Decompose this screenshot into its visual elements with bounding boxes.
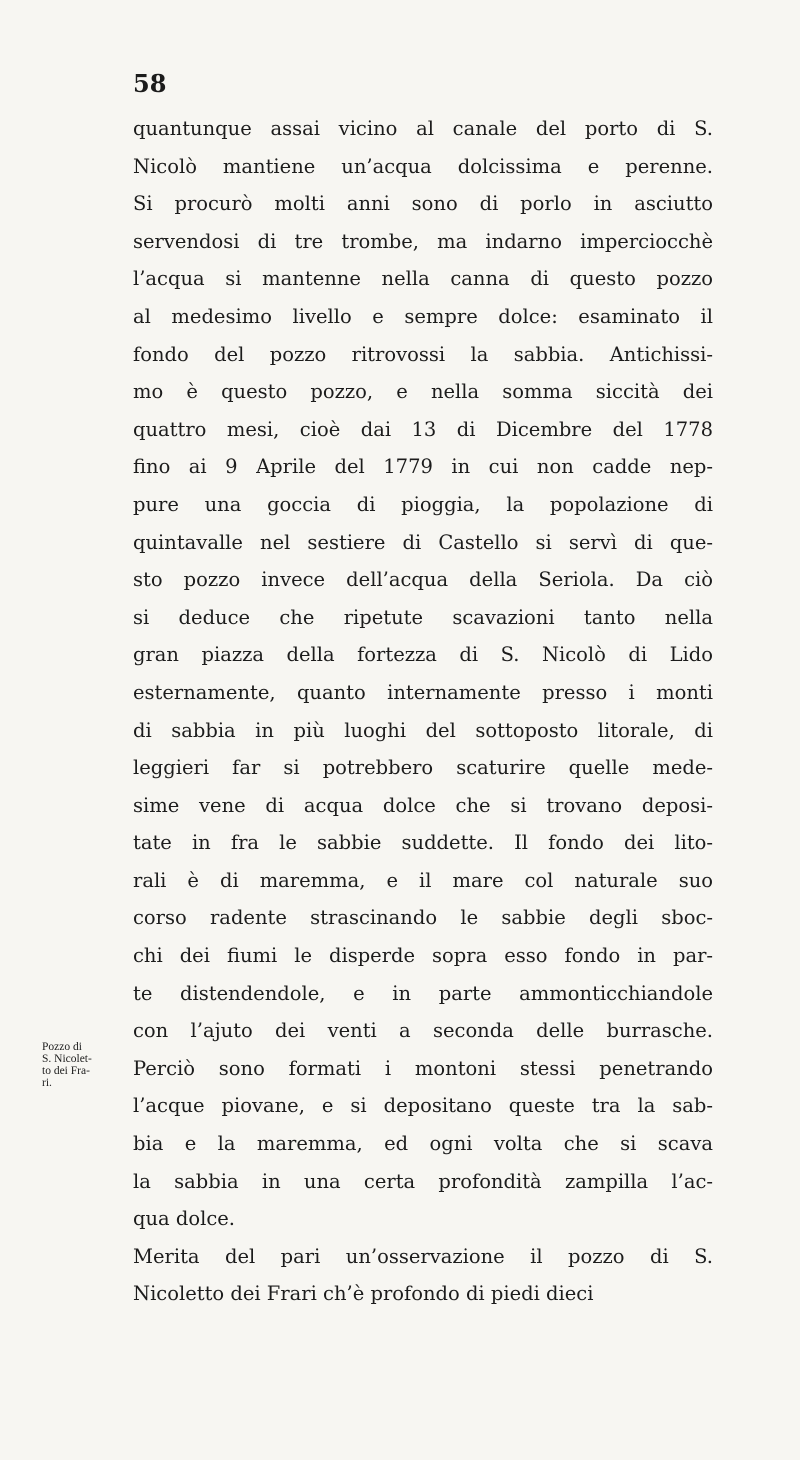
text-line-paragraph-end: qua dolce.: [133, 1207, 235, 1231]
text-line: servendosi di tre trombe, ma indarno imperciocchè: [133, 229, 713, 253]
text-line: pure una goccia di pioggia, la popolazione di: [133, 492, 713, 516]
text-line: te distendendole, e in parte ammonticchiandole: [133, 981, 713, 1005]
text-line: di sabbia in più luoghi del sottoposto litorale, di: [133, 718, 713, 742]
text-line: rali è di maremma, e il mare col naturale suo: [133, 868, 713, 892]
page-number: 58: [133, 69, 167, 98]
body-text: [133, 110, 713, 1313]
text-line: quintavalle nel sestiere di Castello si servì di que-: [133, 530, 713, 554]
text-line: al medesimo livello e sempre dolce: esaminato il: [133, 304, 713, 328]
text-line: chi dei fiumi le disperde sopra esso fondo in par-: [133, 944, 713, 968]
text-line: quantunque assai vicino al canale del porto di S.: [133, 117, 713, 140]
text-line: esternamente, quanto internamente presso i monti: [133, 680, 713, 704]
margin-note-line: ri.: [42, 1077, 52, 1089]
text-line: con l’ajuto dei venti a seconda delle burrasche.: [133, 1019, 713, 1043]
text-line: tate in fra le sabbie suddette. Il fondo dei lito-: [133, 831, 713, 855]
text-line: bia e la maremma, ed ogni volta che si scava: [133, 1132, 713, 1156]
margin-note-line: to dei Fra-: [42, 1065, 90, 1077]
margin-note-line: Pozzo di: [42, 1041, 82, 1053]
text-line: Nicoletto dei Frari ch’è profondo di piedi dieci: [133, 1282, 594, 1306]
text-line: l’acqua si mantenne nella canna di questo pozzo: [133, 267, 713, 291]
margin-note: [42, 1041, 124, 1089]
text-line: si deduce che ripetute scavazioni tanto nella: [133, 605, 713, 629]
text-line: Merita del pari un’osservazione il pozzo di S.: [133, 1244, 713, 1268]
text-line: fino ai 9 Aprile del 1779 in cui non cadde nep-: [133, 455, 713, 479]
text-line: l’acque piovane, e si depositano queste tra la sab-: [133, 1094, 713, 1118]
text-line: Perciò sono formati i montoni stessi penetrando: [133, 1056, 713, 1080]
text-line: gran piazza della fortezza di S. Nicolò di Lido: [133, 643, 713, 667]
text-line: fondo del pozzo ritrovossi la sabbia. Antichissi-: [133, 342, 713, 366]
text-line: Nicolò mantiene un’acqua dolcissima e perenne.: [133, 154, 713, 178]
text-line: sto pozzo invece dell’acqua della Seriola. Da ciò: [133, 568, 713, 592]
text-line: Si procurò molti anni sono di porlo in asciutto: [133, 192, 713, 216]
text-line: leggieri far si potrebbero scaturire quelle mede-: [133, 756, 713, 780]
text-line: sime vene di acqua dolce che si trovano deposi-: [133, 793, 713, 817]
text-line: corso radente strascinando le sabbie degli sboc-: [133, 906, 713, 930]
text-line: quattro mesi, cioè dai 13 di Dicembre del 1778: [133, 417, 713, 441]
margin-note-line: S. Nicolet-: [42, 1053, 92, 1065]
text-line: mo è questo pozzo, e nella somma siccità dei: [133, 380, 713, 404]
text-line: la sabbia in una certa profondità zampilla l’ac-: [133, 1169, 713, 1193]
